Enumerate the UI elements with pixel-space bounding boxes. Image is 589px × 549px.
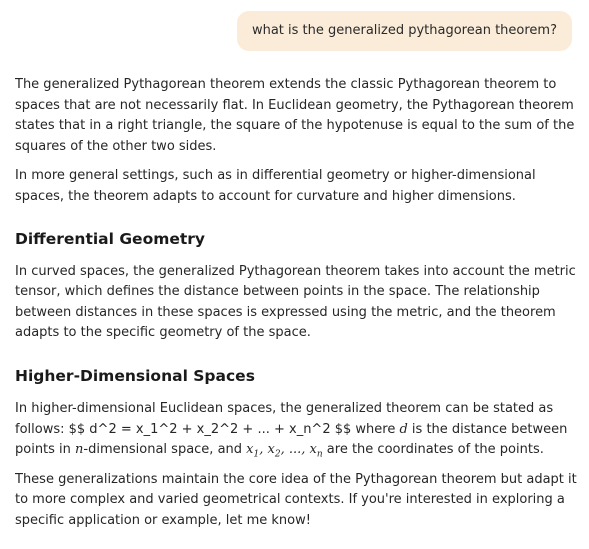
math-variable-d: d	[399, 421, 408, 437]
section-paragraph-differential-geometry: In curved spaces, the generalized Pythagorean theorem takes into account the metric tensor, which defines the distance between points in the space. The relationship between distances in these spaces is expressed using the metric, and the theorem adapts to the specific geometry of the space.	[15, 263, 576, 341]
user-message-text: what is the generalized pythagorean theorem?	[251, 23, 557, 38]
math-var: x	[246, 442, 254, 458]
text-run: are the coordinates of the points.	[322, 442, 544, 458]
section-paragraph-higher-dimensional-spaces	[15, 399, 577, 461]
assistant-response	[15, 75, 577, 541]
math-var: x	[267, 442, 275, 458]
text-run: is the distance between points in	[15, 421, 568, 458]
response-intro-paragraph-2: In more general settings, such as in differential geometry or higher-dimensional spaces, the theorem adapts to account for curvature and higher dimensions.	[15, 168, 536, 204]
math-subscript: 2	[274, 449, 281, 460]
response-intro-paragraph-1: The generalized Pythagorean theorem extends the classic Pythagorean theorem to spaces that are not necessarily flat. In Euclidean geometry, the Pythagorean theorem states that in a right triangle, the square of the hypotenuse is equal to the sum of the squares of the other two sides.	[15, 77, 575, 154]
text-run: In higher-dimensional Euclidean spaces, the generalized theorem can be stated as follows: $$ d^2 = x_1^2 + x_2^2 + ... + x_n^2 $$ where	[15, 400, 554, 437]
text-run: -dimensional space, and	[83, 442, 247, 458]
section-heading-higher-dimensional-spaces: Higher-Dimensional Spaces	[15, 366, 255, 385]
user-message-bubble	[237, 11, 572, 51]
section-heading-differential-geometry: Differential Geometry	[15, 229, 206, 248]
math-xn	[309, 442, 323, 460]
math-x1	[246, 442, 260, 460]
math-comma: ,	[259, 442, 268, 458]
math-x2	[267, 442, 281, 460]
math-subscript: 1	[253, 449, 260, 460]
response-closing-paragraph: These generalizations maintain the core idea of the Pythagorean theorem but adapt it to more complex and varied geometrical contexts. If you're interested in exploring a specific application or example, let me know!	[15, 471, 577, 528]
math-var: x	[309, 442, 317, 458]
math-variable-n: n	[75, 442, 84, 458]
math-ellipsis: , ...,	[280, 442, 310, 458]
math-subscript: n	[316, 449, 323, 460]
